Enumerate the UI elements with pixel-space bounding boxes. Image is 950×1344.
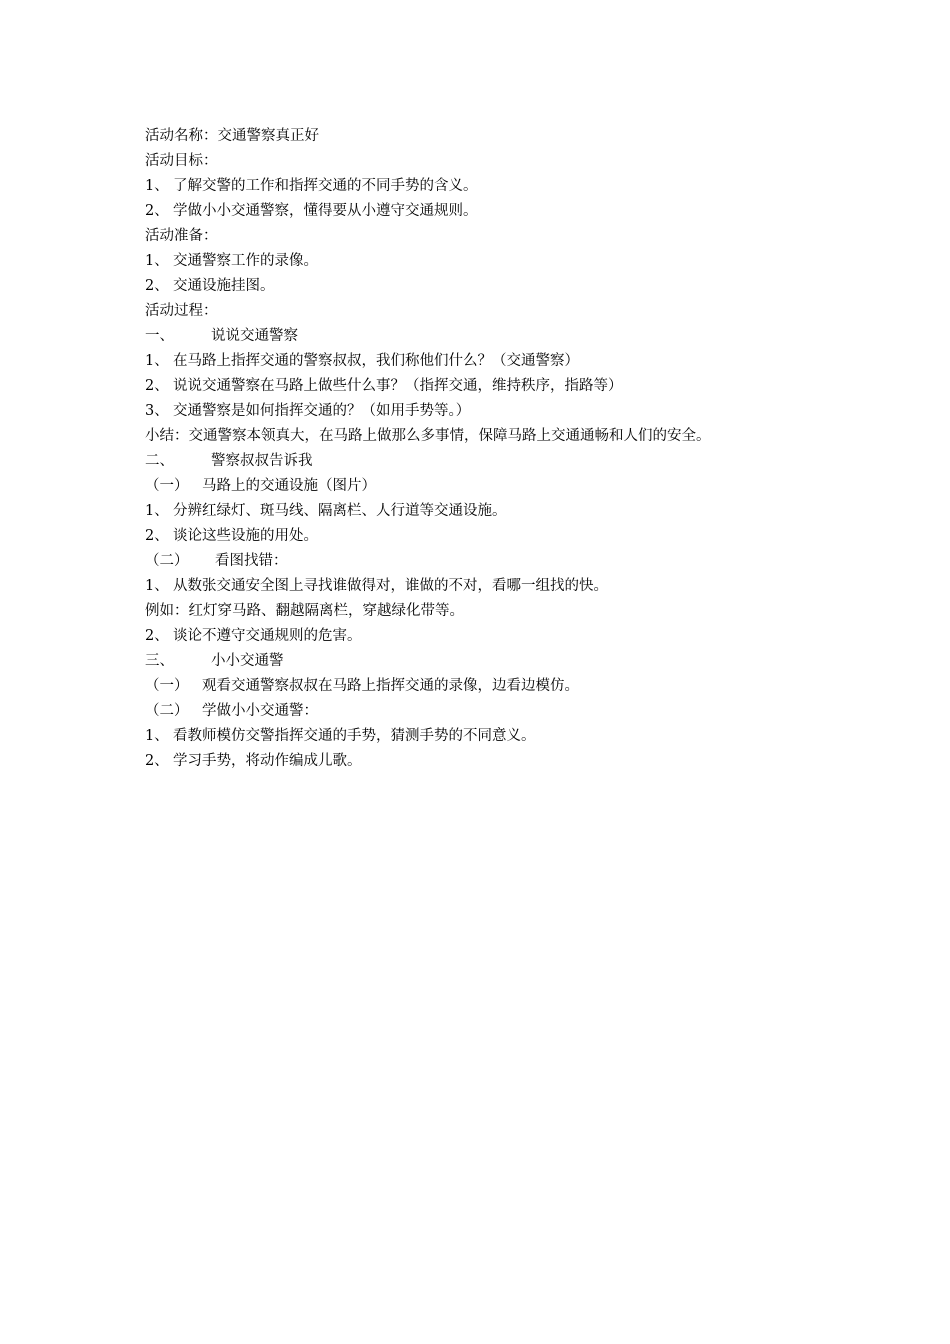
activity-title: 活动名称：交通警察真正好 [145, 128, 319, 144]
list-text: 谈论这些设施的用处。 [173, 528, 318, 544]
subsection-number: （二） [145, 703, 189, 719]
list-number: 1、 [145, 503, 169, 519]
prep-heading: 活动准备： [145, 228, 218, 244]
subsection-title: 学做小小交通警： [202, 703, 318, 719]
section-heading [145, 449, 845, 474]
list-text: 说说交通警察在马路上做些什么事？（指挥交通，维持秩序，指路等） [173, 378, 623, 394]
list-item [145, 374, 845, 399]
subsection-heading [145, 474, 845, 499]
list-item [145, 574, 845, 599]
subsection-title: 马路上的交通设施（图片） [202, 478, 376, 494]
list-text: 从数张交通安全图上寻找谁做得对，谁做的不对，看哪一组找的快。 [173, 578, 608, 594]
list-text: 交通设施挂图。 [173, 278, 275, 294]
summary-line: 小结：交通警察本领真大，在马路上做那么多事情，保障马路上交通通畅和人们的安全。 [145, 428, 711, 444]
list-text: 了解交警的工作和指挥交通的不同手势的含义。 [173, 178, 478, 194]
section-number: 二、 [145, 453, 174, 469]
list-item [145, 524, 845, 549]
list-number: 3、 [145, 403, 169, 419]
list-number: 1、 [145, 353, 169, 369]
subsection-heading [145, 699, 845, 724]
list-text: 学习手势，将动作编成儿歌。 [173, 753, 362, 769]
subsection-title: 观看交通警察叔叔在马路上指挥交通的录像，边看边模仿。 [202, 678, 579, 694]
list-number: 2、 [145, 628, 169, 644]
list-number: 1、 [145, 178, 169, 194]
subsection-title: 看图找错： [215, 553, 288, 569]
list-text: 分辨红绿灯、斑马线、隔离栏、人行道等交通设施。 [173, 503, 507, 519]
list-item [145, 749, 845, 774]
list-item [145, 349, 845, 374]
goal-item [145, 199, 845, 224]
section-heading [145, 649, 845, 674]
list-number: 1、 [145, 728, 169, 744]
list-item [145, 399, 845, 424]
list-text: 交通警察工作的录像。 [173, 253, 318, 269]
prep-item [145, 274, 845, 299]
subsection-heading [145, 549, 845, 574]
example-line: 例如：红灯穿马路、翻越隔离栏，穿越绿化带等。 [145, 603, 464, 619]
section-title: 说说交通警察 [211, 328, 298, 344]
subsection-number: （二） [145, 553, 189, 569]
section-title: 小小交通警 [211, 653, 284, 669]
list-number: 2、 [145, 753, 169, 769]
list-text: 谈论不遵守交通规则的危害。 [173, 628, 362, 644]
subsection-heading [145, 674, 845, 699]
list-text: 交通警察是如何指挥交通的？（如用手势等。） [173, 403, 471, 419]
goal-item [145, 174, 845, 199]
goals-heading: 活动目标： [145, 153, 218, 169]
list-item [145, 499, 845, 524]
list-item [145, 724, 845, 749]
section-title: 警察叔叔告诉我 [211, 453, 313, 469]
document-body [145, 124, 845, 774]
subsection-number: （一） [145, 678, 189, 694]
list-number: 2、 [145, 203, 169, 219]
section-number: 一、 [145, 328, 174, 344]
list-number: 2、 [145, 528, 169, 544]
list-number: 1、 [145, 253, 169, 269]
list-number: 2、 [145, 378, 169, 394]
list-number: 2、 [145, 278, 169, 294]
section-heading [145, 324, 845, 349]
list-text: 在马路上指挥交通的警察叔叔，我们称他们什么？（交通警察） [173, 353, 579, 369]
list-item [145, 624, 845, 649]
list-text: 学做小小交通警察，懂得要从小遵守交通规则。 [173, 203, 478, 219]
subsection-number: （一） [145, 478, 189, 494]
prep-item [145, 249, 845, 274]
list-number: 1、 [145, 578, 169, 594]
process-heading: 活动过程： [145, 303, 218, 319]
section-number: 三、 [145, 653, 174, 669]
list-text: 看教师模仿交警指挥交通的手势，猜测手势的不同意义。 [173, 728, 536, 744]
